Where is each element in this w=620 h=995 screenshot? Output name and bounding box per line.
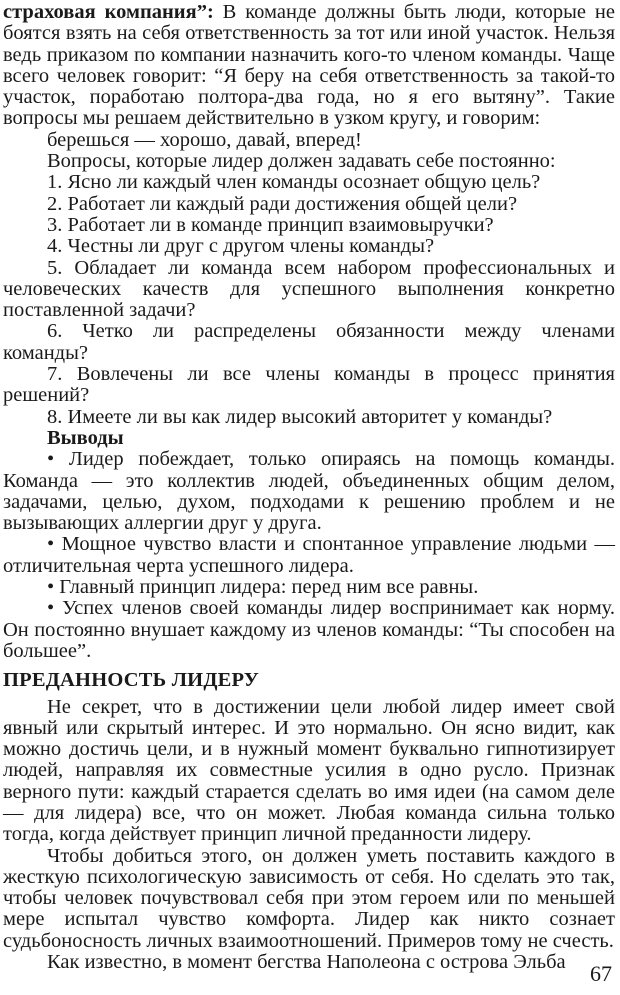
- conclusion-item: • Успех членов своей команды лидер воспринимает как норму. Он постоянно внушает каждому из членов команды: “Ты способен на большее”.: [3, 597, 615, 662]
- question-item: 5. Обладает ли команда всем набором профессиональных и человеческих качеств для успешного выполнения конкретно поставленной задачи?: [3, 256, 615, 322]
- page-text: [3, 2, 615, 973]
- paragraph: Не секрет, что в достижении цели любой лидер имеет свой явный или скрытый интерес. И это нормально. Он ясно видит, как можно достичь цели, и в нужный момент буквально гипнотизирует людей, направляя их совместные усилия в одно русло. Признак верного пути: каждый старается сделать во имя идеи (на самом деле — для лидера) все, что он может. Любая команда сильна только тогда, когда действует принцип личной преданности лидеру.: [3, 695, 615, 846]
- question-item: 1. Ясно ли каждый член команды осознает общую цель?: [47, 171, 541, 194]
- paragraph: [3, 2, 615, 130]
- page-number: 67: [590, 961, 612, 986]
- paragraph: Чтобы добиться этого, он должен уметь поставить каждого в жесткую психологическую зависимость от себя. Но сделать это так, чтобы человек почувствовал себя при этом героем или по меньшей мере испытал чувство комфорта. Лидер как никто сознает судьбоносность личных взаимоотношений. Примеров тому не счесть.: [3, 844, 615, 952]
- question-item: 8. Имеете ли вы как лидер высокий авторитет у команды?: [47, 405, 553, 428]
- question-item: 2. Работает ли каждый ради достижения общей цели?: [47, 192, 518, 215]
- paragraph: Вопросы, которые лидер должен задавать себе постоянно:: [47, 150, 556, 173]
- conclusion-item: • Лидер побеждает, только опираясь на помощь команды. Команда — это коллектив людей, объединенных общим делом, задачами, целью, духом, подходами к решению проблем и не вызывающих аллергии друг у друга.: [3, 448, 615, 535]
- paragraph: берешься — хорошо, давай, вперед!: [47, 128, 362, 151]
- paragraph: Как известно, в момент бегства Наполеона с острова Эльба: [47, 951, 566, 974]
- question-item: 7. Вовлечены ли все члены команды в процесс принятия решений?: [3, 363, 615, 407]
- conclusion-item: • Мощное чувство власти и спонтанное управление людьми — отличительная черта успешного лидера.: [3, 533, 615, 577]
- question-item: 4. Честны ли друг с другом члены команды?: [47, 235, 435, 258]
- paragraph-text: В команде должны быть люди, которые не боятся взять на себя ответственность за тот или иной участок. Нельзя ведь приказом по компании назначить кого-то членом команды. Чаще всего человек говорит: “Я беру на себя ответственность за такой-то участок, поработаю полтора-два года, но я его вытяну”. Такие вопросы мы решаем действительно в узком кругу, и говорим:: [3, 1, 615, 130]
- question-item: 6. Четко ли распределены обязанности между членами команды?: [3, 320, 615, 364]
- section-heading: ПРЕДАННОСТЬ ЛИДЕРУ: [3, 669, 259, 692]
- question-item: 3. Работает ли в команде принцип взаимовыручки?: [47, 213, 494, 236]
- bold-lead: страховая компания”:: [3, 1, 214, 23]
- conclusion-item: • Главный принцип лидера: перед ним все равны.: [47, 576, 479, 599]
- subheading-conclusions: Выводы: [47, 426, 124, 449]
